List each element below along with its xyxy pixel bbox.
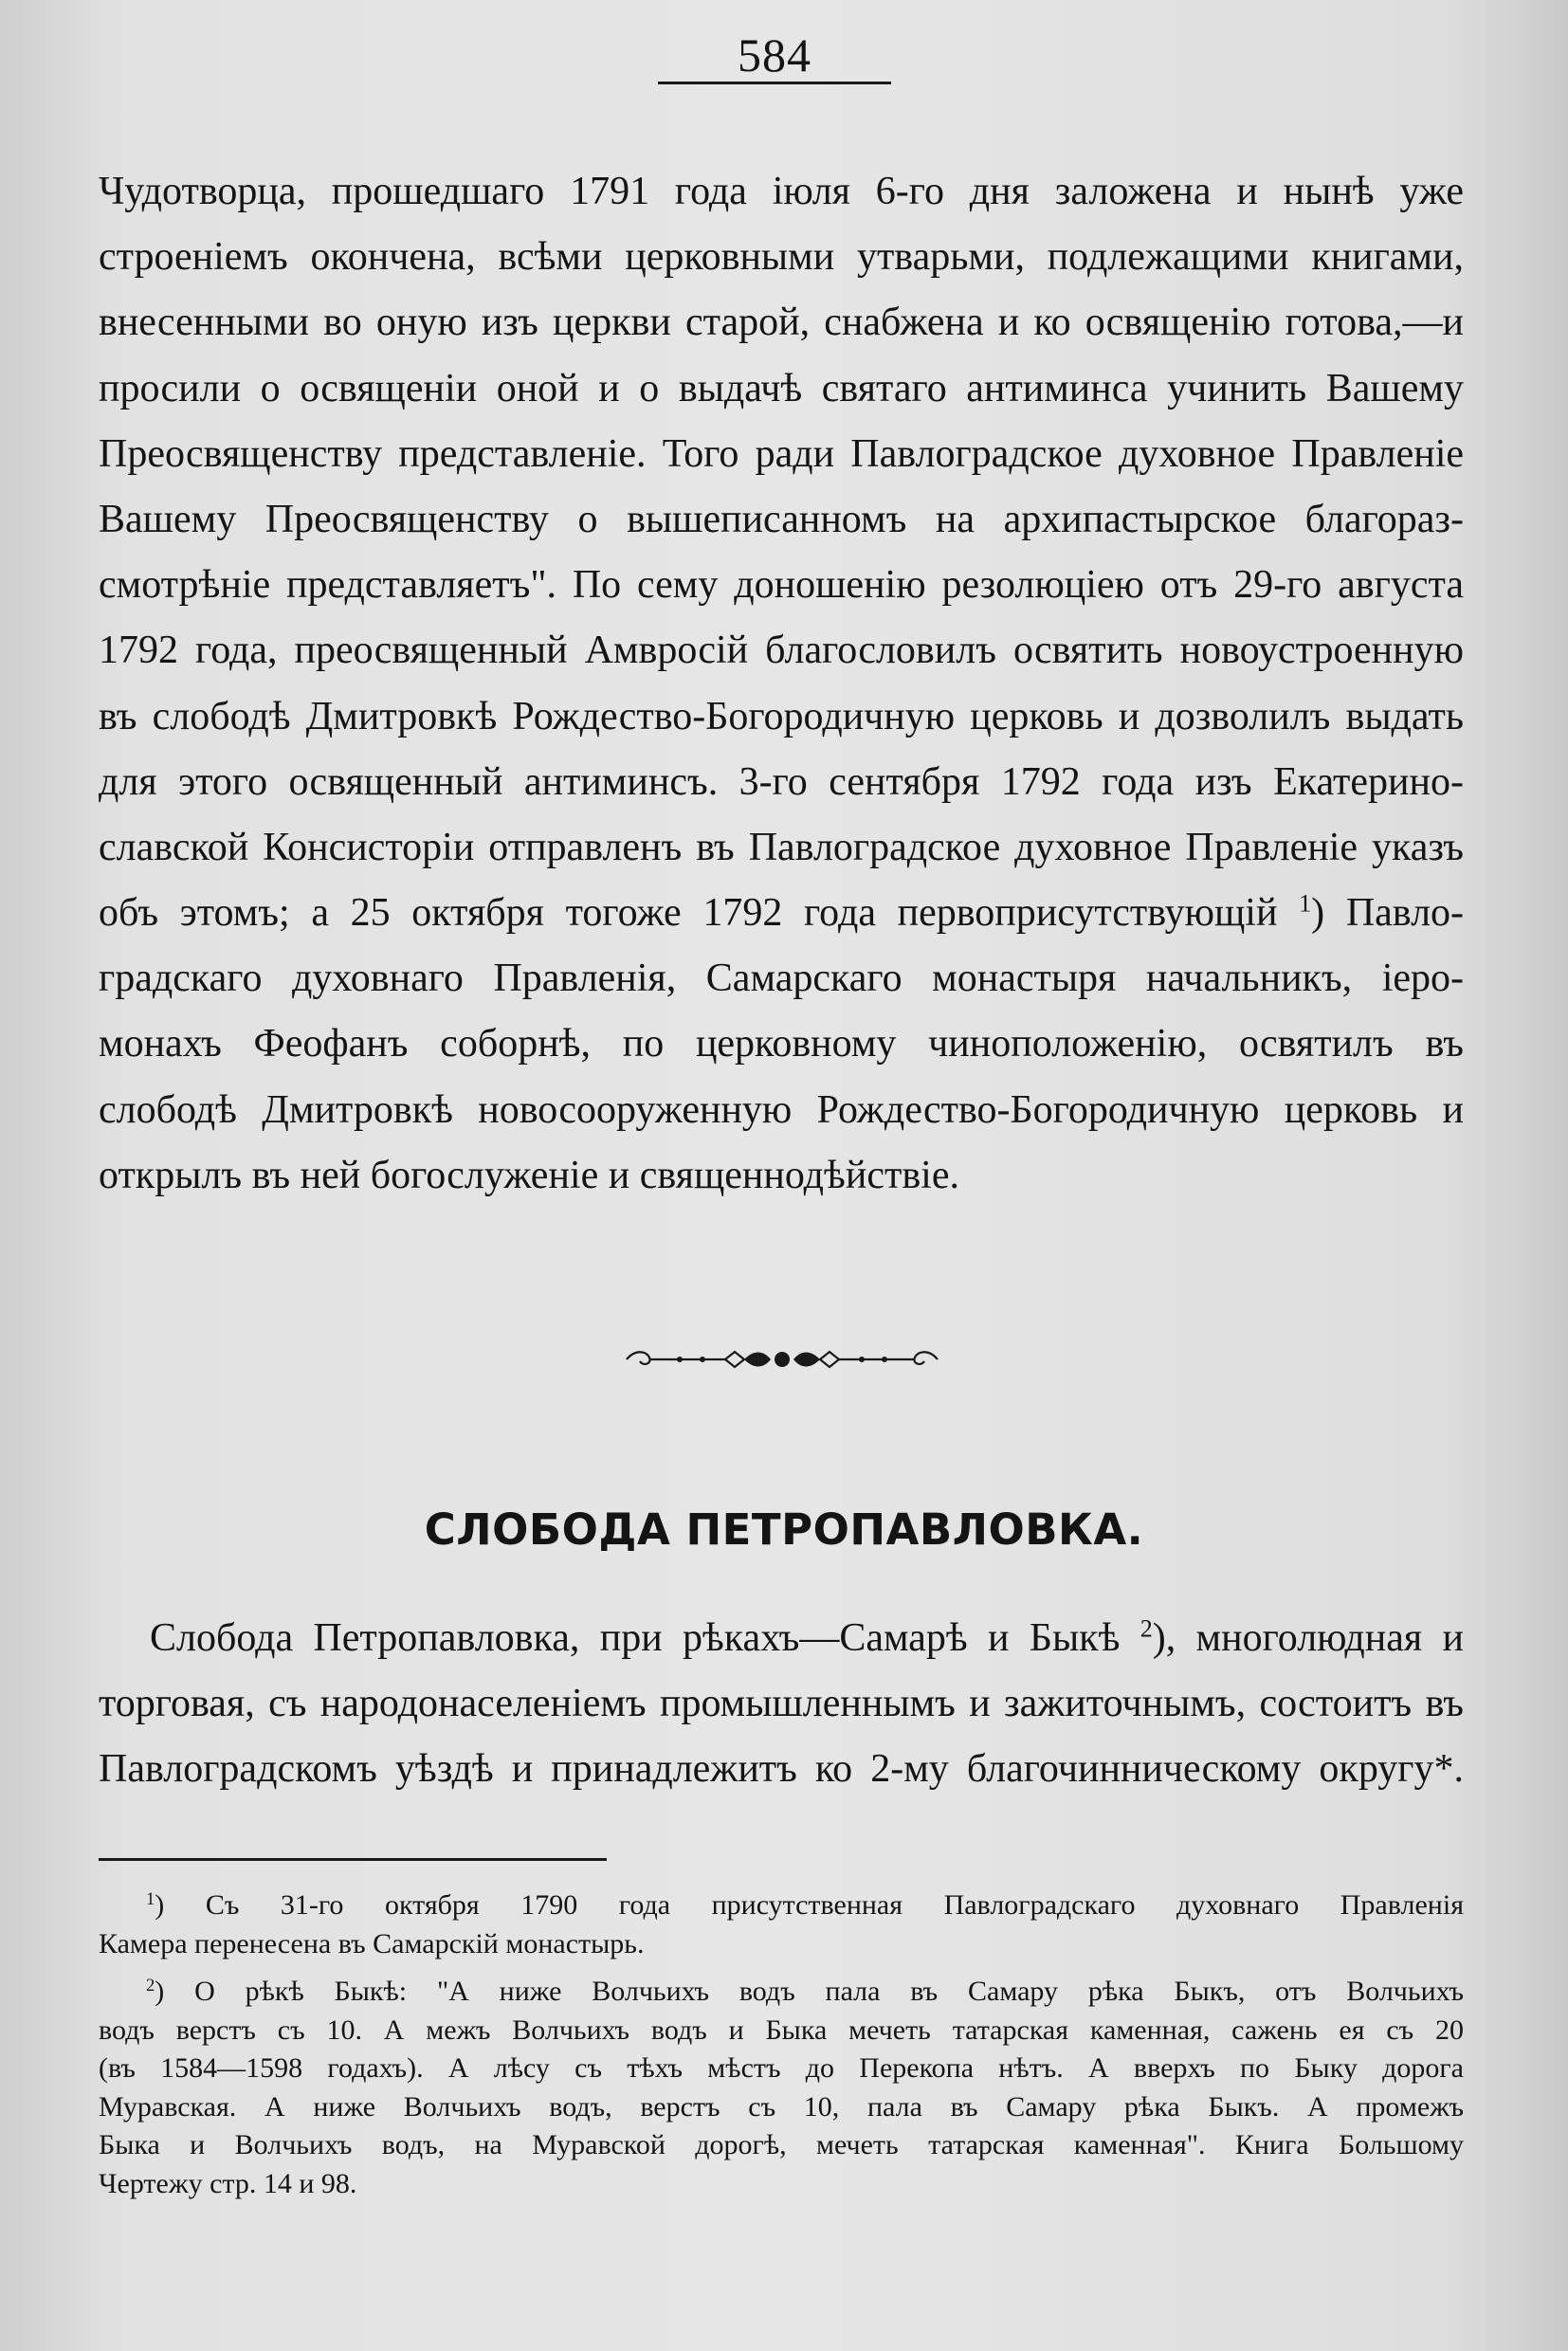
paragraph-line: 1792 года, преосвященный Амвросій благословилъ освятить новоустроенную [99,629,1464,673]
paragraph-line-tail: Павло- [1345,891,1465,936]
paragraph-line: строеніемъ окончена, всѣми церковными утварьми, подлежащими книгами, [99,235,1464,280]
footnote-line [99,1886,1464,1925]
main-paragraph [99,159,1464,1209]
footnote-line-text: ) О рѣкѣ Быкѣ: "А ниже Волчьихъ водъ пала въ Самару рѣка Быкъ, отъ Волчьихъ [155,1976,1464,2007]
section-title: СЛОБОДА ПЕТРОПАВЛОВКА. [424,1504,1144,1555]
paragraph-line: смотрѣніе представляетъ". По сему доношенію резолюціею отъ 29-го августа [99,563,1464,608]
paragraph-line: Вашему Преосвященству о вышеписанномъ на архипастырское благораз- [99,497,1464,541]
footnote-line: Муравская. А ниже Волчьихъ водъ, верстъ съ 10, пала въ Самару рѣка Быкъ. А промежъ [99,2090,1464,2123]
footnote-reference-2: 2 [1140,1614,1153,1643]
footnote-separator [99,1858,607,1861]
page-number: 584 [738,28,811,82]
footnote-line: Камера перенесена въ Самарскій монастырь. [99,1927,645,1959]
decorative-divider-icon [621,1342,943,1376]
paragraph-line: монахъ Феофанъ соборнѣ, по церковному чиноположенію, освятилъ въ [99,1022,1464,1066]
footnote-mark-1: 1 [146,1888,155,1909]
footnote-line: водъ верстъ съ 10. А межъ Волчьихъ водъ и Быка мечеть татарская каменная, сажень ея съ 20 [99,2014,1464,2046]
paragraph-line: слободѣ Дмитровкѣ новосооруженную Рождество-Богородичную церковь и [99,1087,1464,1132]
paragraph-line: для этого освященный антиминсъ. 3-го сентября 1792 года изъ Екатерино- [99,759,1464,804]
footnote-2 [99,1973,1464,2203]
section-line-text-tail: ), многолюдная и [1152,1616,1465,1660]
footnote-reference-1-close: ) [1311,891,1325,936]
footnote-line: (въ 1584—1598 годахъ). А лѣсу съ тѣхъ мѣстъ до Перекопа нѣтъ. А вверхъ по Быку дорога [99,2052,1464,2084]
page-number-underline [658,82,891,84]
paragraph-line: градскаго духовнаго Правленія, Самарскаго монастыря начальникъ, іеро- [99,957,1464,1001]
paragraph-line-text: объ этомъ; а 25 октября тогоже 1792 года первоприсутствующій [99,891,1278,936]
section-paragraph-line: торговая, съ народонаселеніемъ промышленнымъ и зажиточнымъ, состоитъ въ [99,1682,1464,1725]
paragraph-line: открылъ въ ней богослуженіе и священнодѣйствіе. [99,1153,959,1197]
section-paragraph-line: Павлоградскомъ уѣздѣ и принадлежитъ ко 2-му благочинническому округу*. [99,1747,1464,1791]
footnote-line: Быка и Волчьихъ водъ, на Муравской дорогѣ, мечеть татарская каменная". Книга Большому [99,2129,1464,2160]
paragraph-line: въ слободѣ Дмитровкѣ Рождество-Богородичную церковь и дозволилъ выдать [99,694,1464,738]
footnotes [99,1886,1464,2203]
footnote-mark-2: 2 [146,1975,155,1996]
paragraph-line-with-footnote-mark [99,881,1464,946]
footnote-line: Чертежу стр. 14 и 98. [99,2167,357,2199]
footnote-line-text: ) Съ 31-го октября 1790 года присутственная Павлоградскаго духовнаго Правленія [155,1889,1464,1921]
footnote-reference-1: 1 [1299,889,1312,918]
section-paragraph-line-with-footnote-mark [99,1606,1464,1671]
section-paragraph [99,1606,1464,1802]
footnote-line [99,1973,1464,2012]
paragraph-line: внесенными во оную изъ церкви старой, снабжена и ко освященію готова,—и [99,301,1464,345]
section-line-text: Слобода Петропавловка, при рѣкахъ—Самарѣ и Быкѣ [150,1616,1121,1660]
footnote-1 [99,1886,1464,1963]
paragraph-line: Чудотворца, прошедшаго 1791 года іюля 6-го дня заложена и нынѣ уже [99,170,1464,213]
paragraph-line: Преосвященству представленіе. Того ради Павлоградское духовное Правленіе [99,431,1464,476]
paragraph-line: просили о освященіи оной и о выдачѣ святаго антиминса учинить Вашему [99,366,1464,410]
paragraph-line: славской Консисторіи отправленъ въ Павлоградское духовное Правленіе указъ [99,825,1464,869]
